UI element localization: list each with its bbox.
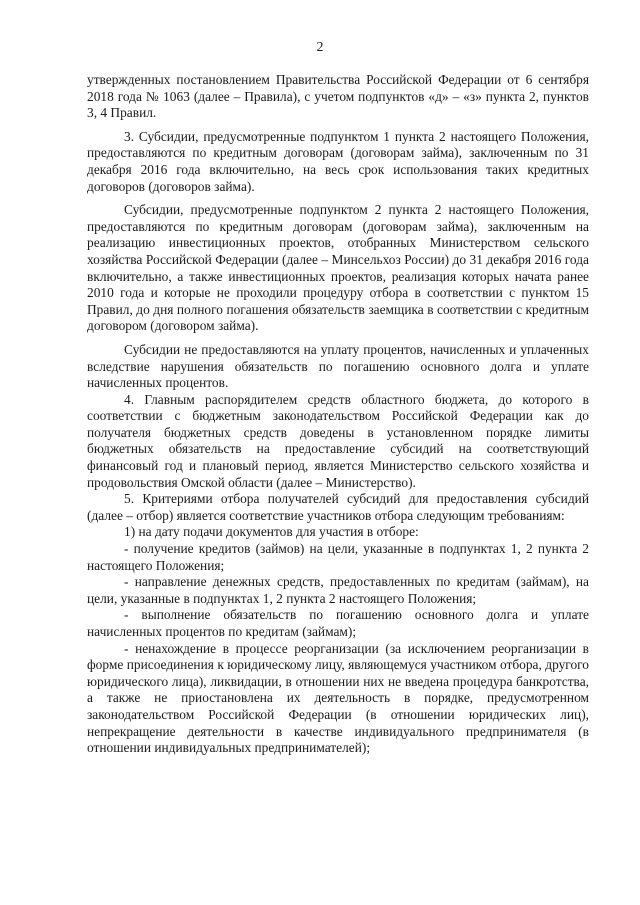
- page-number: 2: [316, 40, 324, 55]
- paragraph-6: 5. Критериями отбора получателей субсидий для предоставления субсидий (далее – отбор) является соответствие участников отбора следующим требованиям:: [87, 491, 589, 523]
- paragraph-7: 1) на дату подачи документов для участия в отборе:: [124, 524, 419, 540]
- paragraph-2: 3. Субсидии, предусмотренные подпунктом 1 пункта 2 настоящего Положения, предоставляются по кредитным договорам (договорам займа), заключенным по 31 декабря 2016 года включительно, на весь срок использования таких кредитных договоров (договоров займа).: [87, 128, 589, 194]
- paragraph-9: - направление денежных средств, предоставленных по кредитам (займам), на цели, указанные в подпунктах 1, 2 пункта 2 настоящего Положения;: [87, 574, 589, 606]
- paragraph-8: - получение кредитов (займов) на цели, указанные в подпунктах 1, 2 пункта 2 настоящего Положения;: [87, 541, 589, 573]
- paragraph-1: утвержденных постановлением Правительства Российской Федерации от 6 сентября 2018 года № 1063 (далее – Правила), с учетом подпунктов «д» – «з» пункта 2, пунктов 3, 4 Правил.: [87, 72, 589, 121]
- paragraph-10: - выполнение обязательств по погашению основного долга и уплате начисленных процентов по кредитам (займам);: [87, 607, 589, 639]
- paragraph-11: - ненахождение в процессе реорганизации (за исключением реорганизации в форме присоединения к юридическому лицу, являющемуся участником отбора, другого юридического лица), ликвидации, в отношении них не введена процедура банкротства, а также не приостановлена их деятельность в порядке, предусмотренном законодательством Российской Федерации (в отношении юридических лиц), непрекращение деятельности в качестве индивидуального предпринимателя (в отношении индивидуальных предпринимателей);: [87, 640, 589, 756]
- paragraph-4: Субсидии не предоставляются на уплату процентов, начисленных и уплаченных вследствие нарушения обязательств по погашению основного долга и уплате начисленных процентов.: [87, 341, 589, 391]
- document-body: [87, 72, 589, 757]
- paragraph-3: Субсидии, предусмотренные подпунктом 2 пункта 2 настоящего Положения, предоставляются по кредитным договорам (договорам займа), заключенным на реализацию инвестиционных проектов, отобранных Министерством сельского хозяйства Российской Федерации (далее – Минсельхоз России) до 31 декабря 2016 года включительно, а также инвестиционных проектов, реализация которых начата ранее 2010 года и которые не проходили процедуру отбора в соответствии с пунктом 15 Правил, до дня полного погашения обязательств заемщика в соответствии с кредитным договором (договором займа).: [87, 202, 589, 334]
- paragraph-5: 4. Главным распорядителем средств областного бюджета, до которого в соответствии с бюджетным законодательством Российской Федерации как до получателя бюджетных средств доведены в установленном порядке лимиты бюджетных обязательств на предоставление субсидий на соответствующий финансовый год и плановый период, является Министерство сельского хозяйства и продовольствия Омской области (далее – Министерство).: [87, 391, 589, 490]
